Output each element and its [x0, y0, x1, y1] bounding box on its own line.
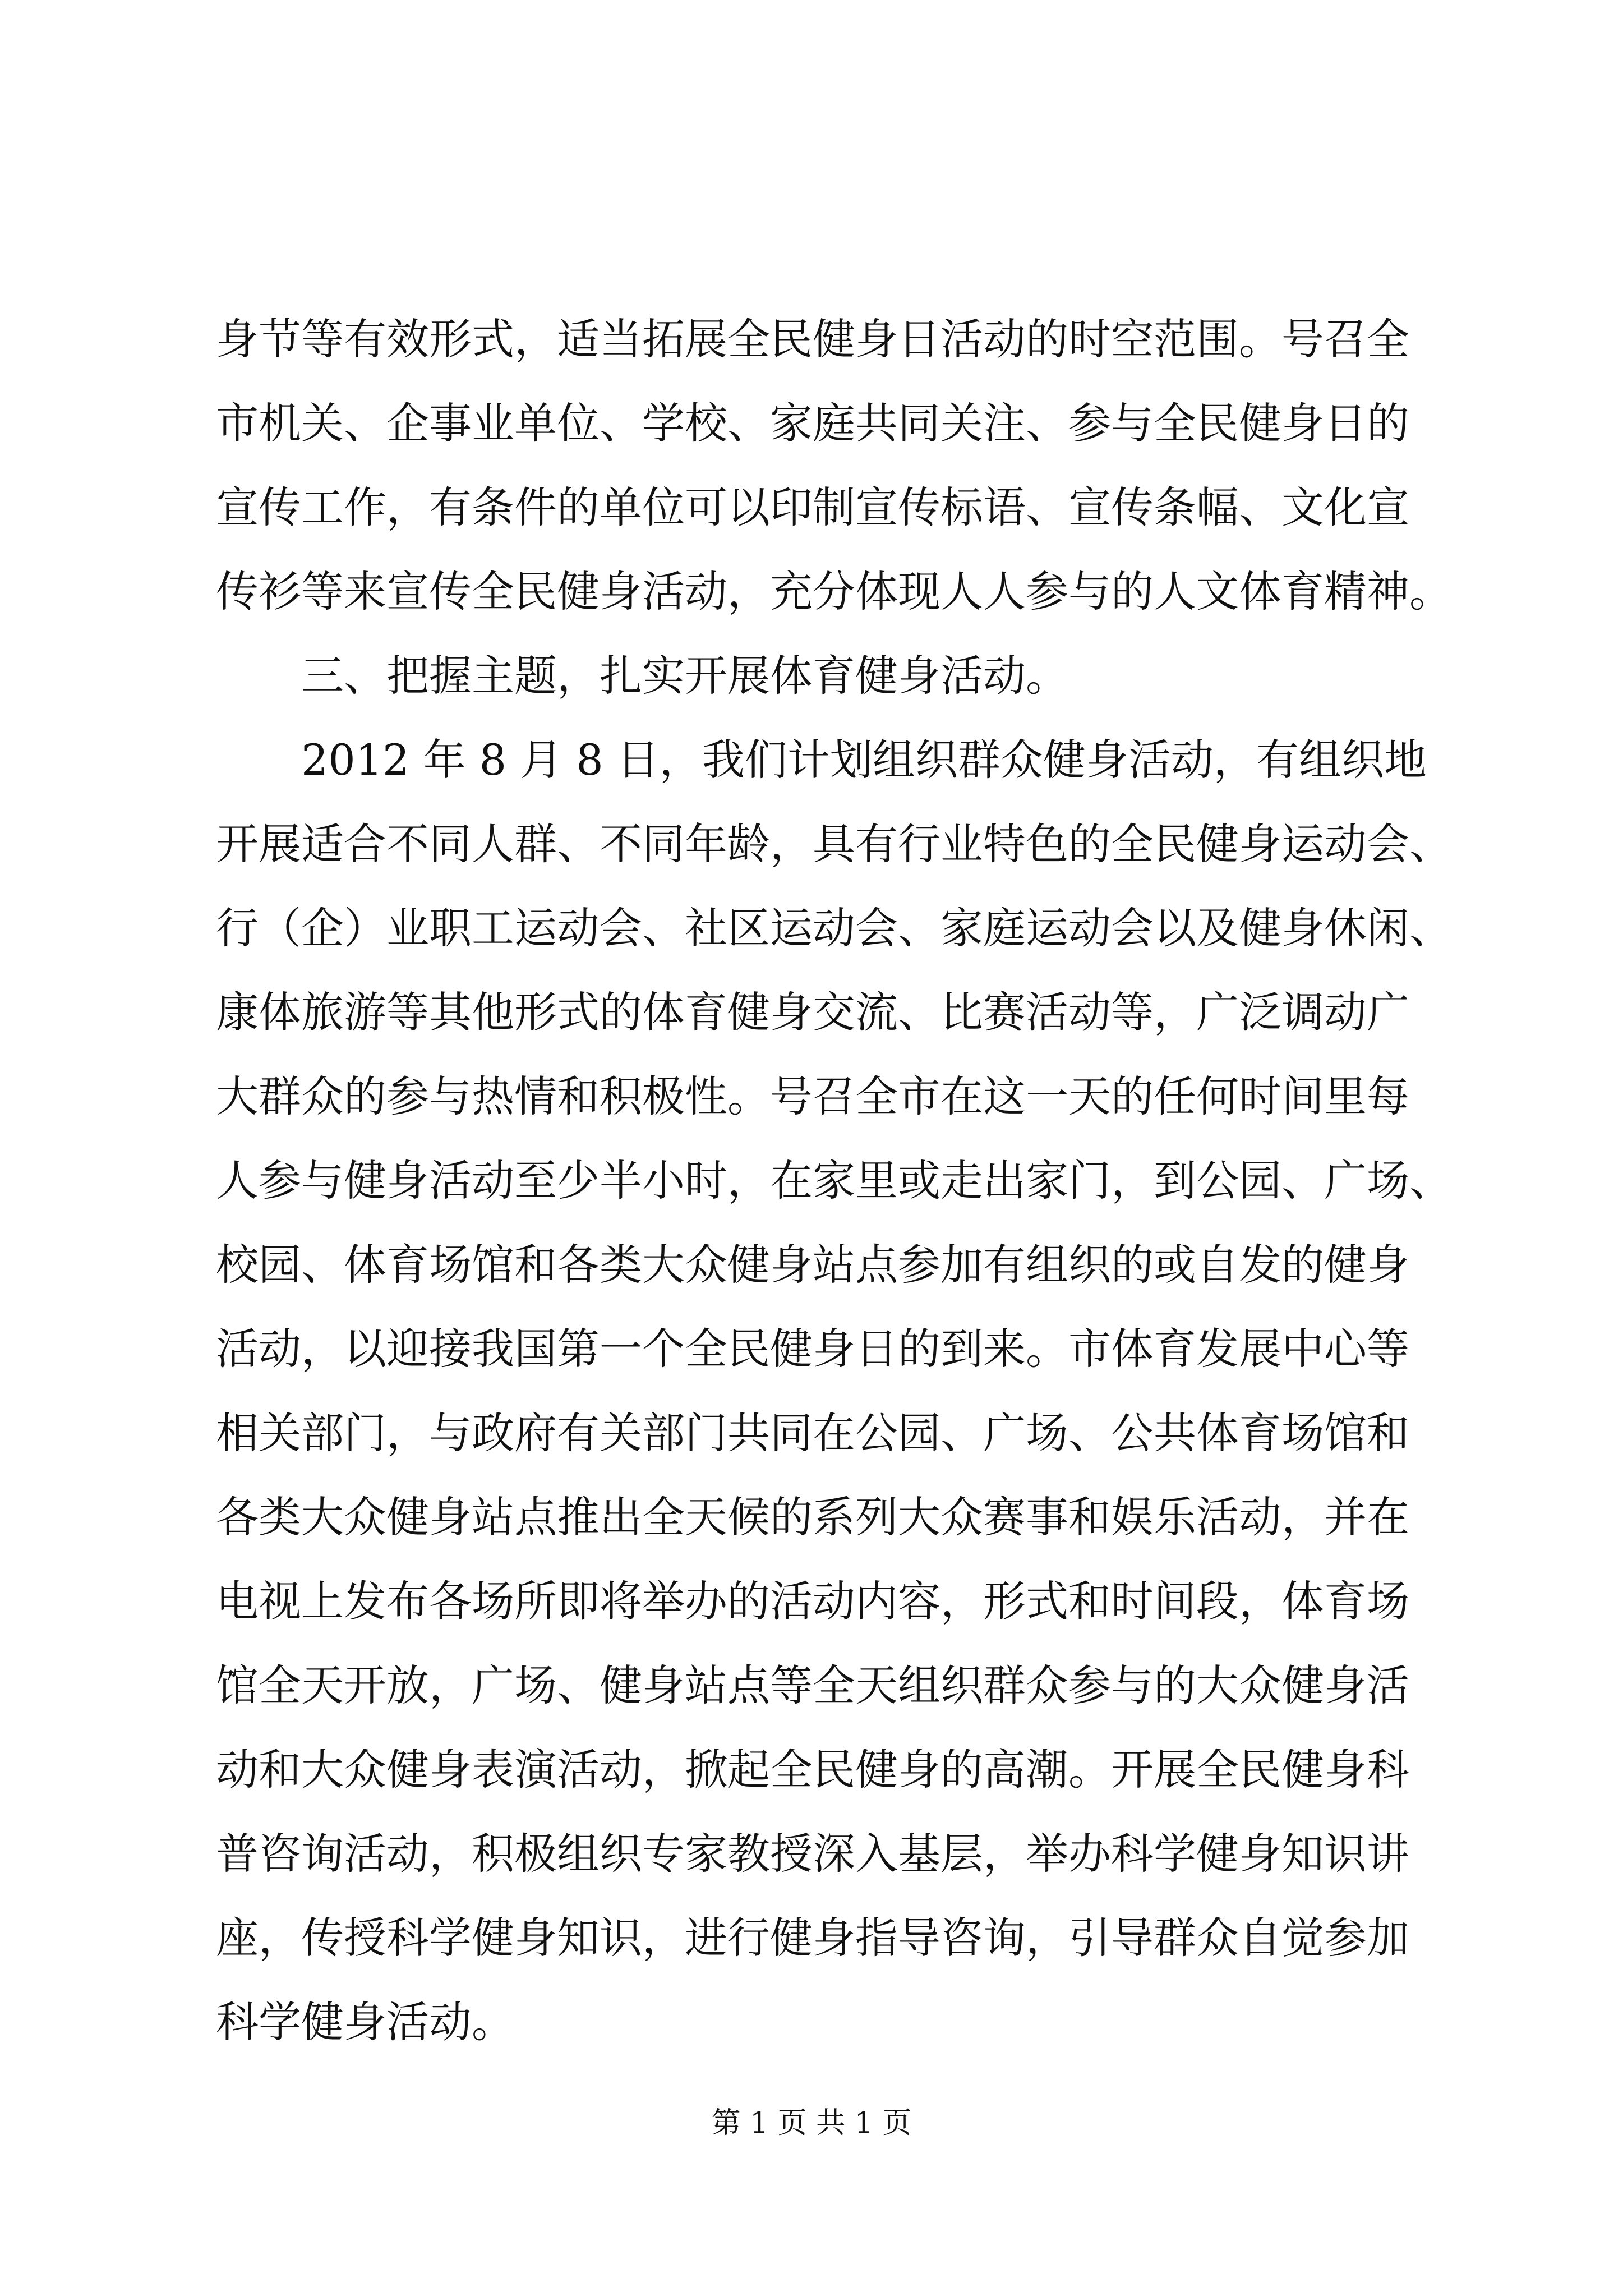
text-line: 电视上发布各场所即将举办的活动内容，形式和时间段，体育场 [216, 1576, 1409, 1626]
text-line: 传衫等来宣传全民健身活动，充分体现人人参与的人文体育精神。 [216, 567, 1452, 616]
text-line: 动和大众健身表演活动，掀起全民健身的高潮。开展全民健身科 [216, 1745, 1409, 1795]
text-line: 身节等有效形式，适当拓展全民健身日活动的时空范围。号召全 [216, 314, 1409, 364]
text-line: 相关部门，与政府有关部门共同在公园、广场、公共体育场馆和 [216, 1408, 1409, 1458]
body-text [216, 297, 1452, 2064]
text-line: 座，传授科学健身知识，进行健身指导咨询，引导群众自觉参加 [216, 1913, 1409, 1963]
text-line: 2012 年 8 月 8 日，我们计划组织群众健身活动，有组织地 [301, 735, 1427, 785]
text-line: 校园、体育场馆和各类大众健身站点参加有组织的或自发的健身 [216, 1240, 1409, 1290]
page-number-footer: 第 1 页 共 1 页 [711, 2106, 912, 2140]
text-line: 普咨询活动，积极组织专家教授深入基层，举办科学健身知识讲 [216, 1829, 1409, 1879]
text-line: 各类大众健身站点推出全天候的系列大众赛事和娱乐活动，并在 [216, 1492, 1409, 1542]
text-line: 科学健身活动。 [216, 1997, 514, 2047]
text-line: 大群众的参与热情和积极性。号召全市在这一天的任何时间里每 [216, 1071, 1409, 1121]
text-line: 馆全天开放，广场、健身站点等全天组织群众参与的大众健身活 [216, 1660, 1409, 1710]
text-line: 市机关、企事业单位、学校、家庭共同关注、参与全民健身日的 [216, 398, 1409, 448]
text-line: 康体旅游等其他形式的体育健身交流、比赛活动等，广泛调动广 [216, 987, 1409, 1037]
text-line: 宣传工作，有条件的单位可以印制宣传标语、宣传条幅、文化宣 [216, 482, 1409, 532]
text-line: 开展适合不同人群、不同年龄，具有行业特色的全民健身运动会、 [216, 819, 1452, 869]
text-line: 活动，以迎接我国第一个全民健身日的到来。市体育发展中心等 [216, 1324, 1409, 1374]
section-heading: 三、把握主题，扎实开展体育健身活动。 [301, 651, 1068, 701]
text-line: 人参与健身活动至少半小时，在家里或走出家门，到公园、广场、 [216, 1156, 1452, 1205]
text-line: 行（企）业职工运动会、社区运动会、家庭运动会以及健身休闲、 [216, 903, 1452, 953]
